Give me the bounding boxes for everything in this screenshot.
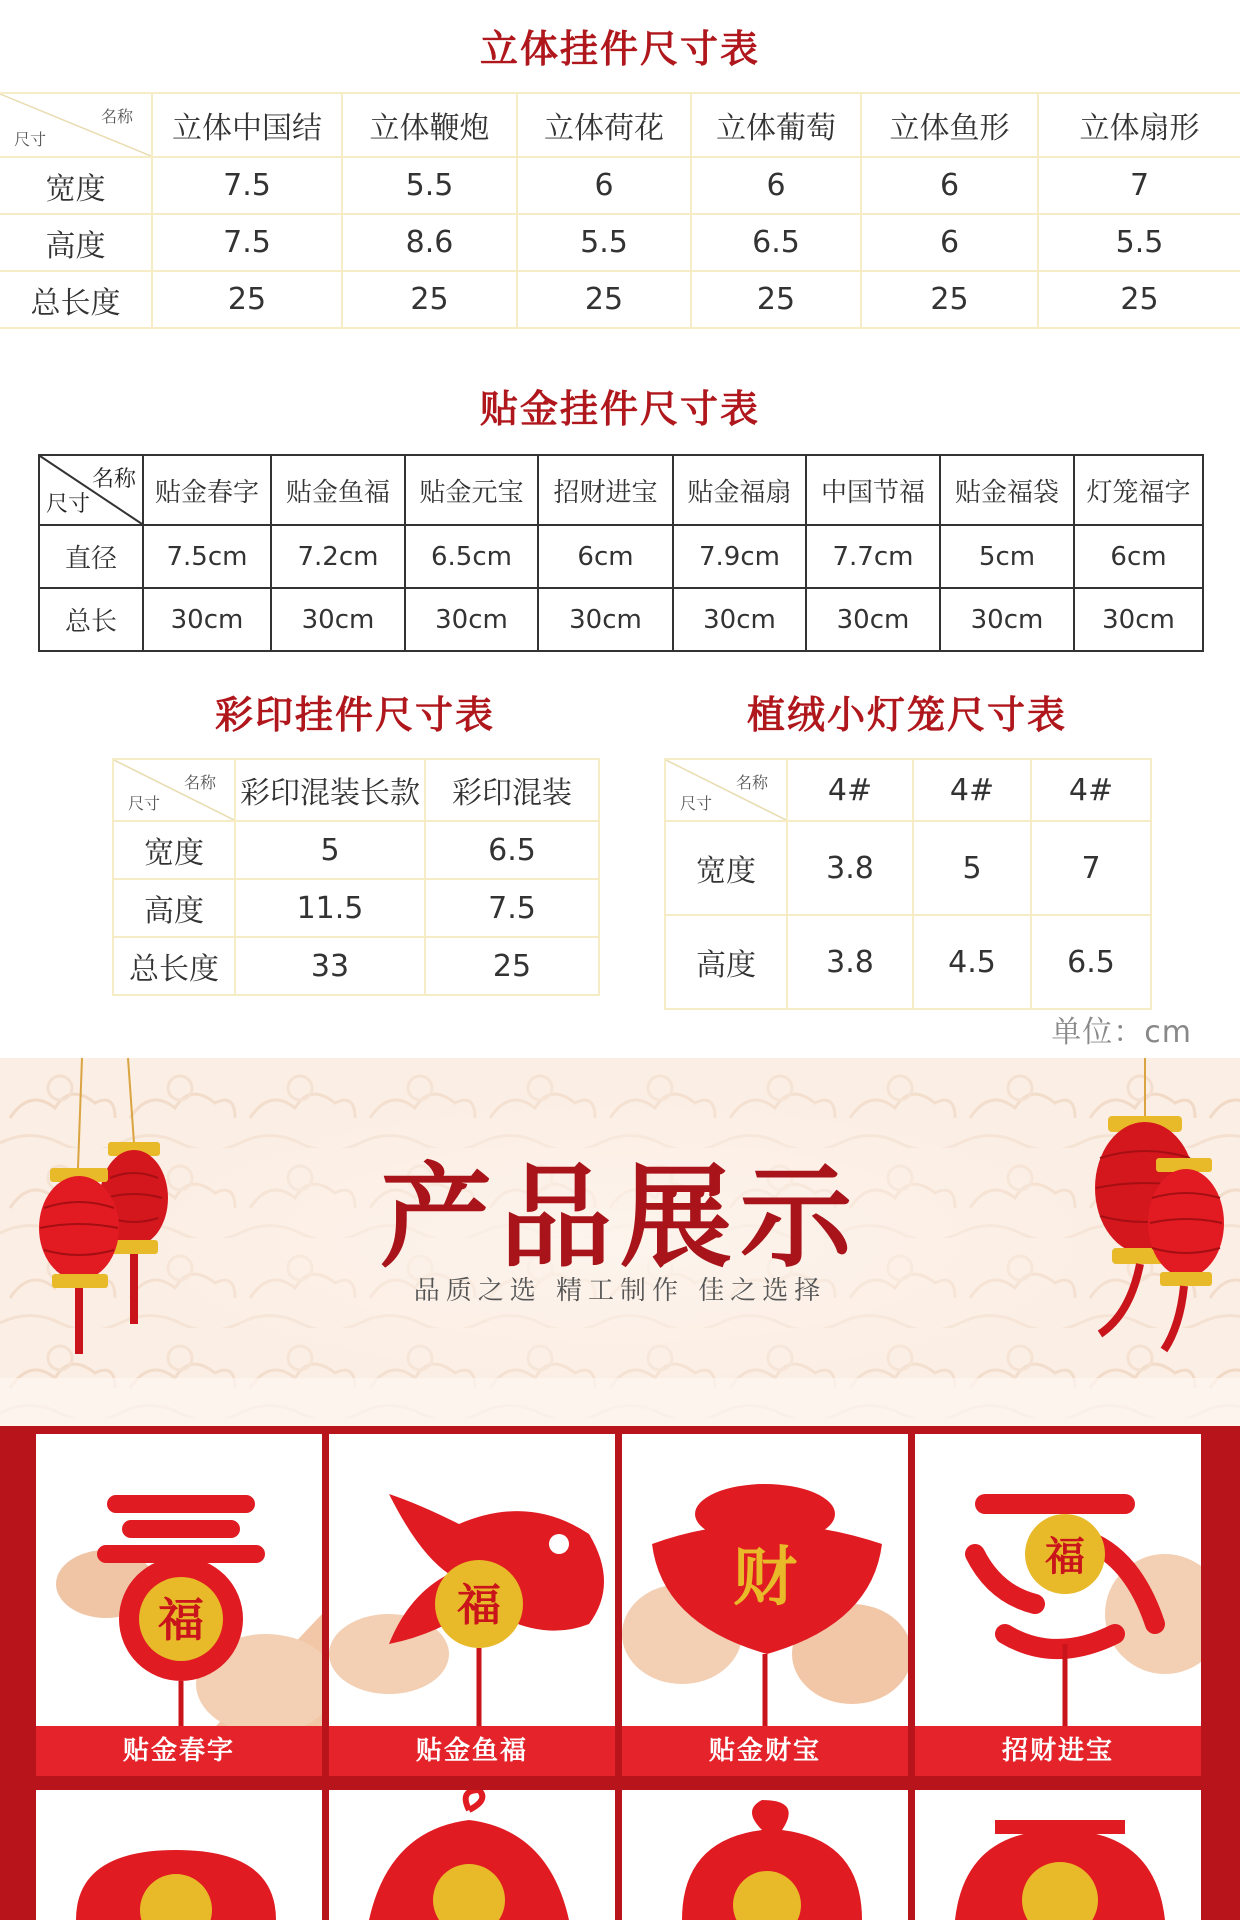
table-cell: 6.5 [425, 821, 599, 879]
unit-label: 单位：cm [1051, 1015, 1192, 1050]
row-label: 宽度 [665, 821, 787, 915]
row-label: 高度 [665, 915, 787, 1009]
table4-col-header: 4# [913, 759, 1031, 821]
table3-col-header: 彩印混装长款 [235, 759, 425, 821]
table-cell: 6.5cm [405, 525, 538, 588]
row-label: 宽度 [0, 157, 152, 214]
table2-col-header: 中国节福 [806, 455, 940, 525]
table4 [664, 758, 1152, 1010]
table1-header-row [0, 93, 1240, 157]
table-cell: 25 [1038, 271, 1240, 328]
table1 [0, 92, 1240, 329]
table-cell: 30cm [673, 588, 806, 651]
row-label: 高度 [0, 214, 152, 271]
product-char: 福 [457, 1580, 501, 1631]
fan-ornament-icon [329, 1790, 615, 1920]
table-cell: 30cm [538, 588, 673, 651]
table-cell: 30cm [1074, 588, 1203, 651]
product-char: 福 [1045, 1533, 1085, 1580]
table3-title: 彩印挂件尺寸表 [214, 692, 495, 737]
table-cell: 6.5 [1031, 915, 1151, 1009]
row-label: 高度 [113, 879, 235, 937]
table-cell: 5 [913, 821, 1031, 915]
table-cell: 8.6 [342, 214, 517, 271]
table-cell: 7.9cm [673, 525, 806, 588]
product-label: 贴金财宝 [622, 1726, 908, 1776]
table1-col-header: 立体鞭炮 [342, 93, 517, 157]
table2-col-header: 贴金元宝 [405, 455, 538, 525]
lantern-fu-ornament-icon [36, 1790, 322, 1920]
table-cell: 7 [1031, 821, 1151, 915]
table-cell: 3.8 [787, 821, 913, 915]
table2 [38, 454, 1204, 652]
table-cell: 6 [517, 157, 691, 214]
table-cell: 30cm [940, 588, 1074, 651]
table-row [0, 214, 1240, 271]
table-cell: 25 [861, 271, 1038, 328]
table2-col-header: 灯笼福字 [1074, 455, 1203, 525]
corner-name-label: 名称 [183, 773, 216, 792]
product-label: 贴金鱼福 [329, 1726, 615, 1776]
table-cell: 5 [235, 821, 425, 879]
table4-corner-cell [665, 759, 787, 821]
table-cell: 4.5 [913, 915, 1031, 1009]
table-cell: 11.5 [235, 879, 425, 937]
product-card[interactable] [622, 1434, 908, 1776]
table-cell: 25 [691, 271, 861, 328]
table1-col-header: 立体扇形 [1038, 93, 1240, 157]
row-label: 总长度 [0, 271, 152, 328]
table1-col-header: 立体荷花 [517, 93, 691, 157]
product-card[interactable] [915, 1790, 1201, 1920]
product-char: 福 [158, 1593, 204, 1647]
table-cell: 5.5 [342, 157, 517, 214]
table-cell: 7.5 [425, 879, 599, 937]
table-cell: 25 [517, 271, 691, 328]
table4-title: 植绒小灯笼尺寸表 [746, 692, 1067, 737]
knot-ornament-icon [915, 1790, 1201, 1920]
table3-header-row [113, 759, 599, 821]
table-cell: 30cm [405, 588, 538, 651]
table-row [0, 157, 1240, 214]
table-cell: 25 [342, 271, 517, 328]
table3-col-header: 彩印混装 [425, 759, 599, 821]
corner-size-label: 尺寸 [128, 794, 161, 813]
table-cell: 25 [425, 937, 599, 995]
showcase-subtitle: 品质之选 精工制作 佳之选择 [413, 1276, 827, 1306]
table2-col-header: 贴金春字 [143, 455, 271, 525]
table-row [113, 879, 599, 937]
ingot-ornament-icon [622, 1434, 908, 1726]
showcase-title: 产品展示 [380, 1152, 860, 1283]
table-row [39, 588, 1203, 651]
row-label: 总长度 [113, 937, 235, 995]
corner-size-label: 尺寸 [680, 794, 713, 813]
table2-col-header: 贴金鱼福 [271, 455, 405, 525]
table-row [113, 937, 599, 995]
table-row [665, 915, 1151, 1009]
table-cell: 7.5 [152, 157, 342, 214]
table-cell: 30cm [806, 588, 940, 651]
table2-title: 贴金挂件尺寸表 [479, 386, 760, 431]
product-grid [0, 1426, 1240, 1920]
product-card[interactable] [36, 1434, 322, 1776]
product-label: 贴金春字 [36, 1726, 322, 1776]
table-cell: 30cm [271, 588, 405, 651]
row-label: 总长 [39, 588, 143, 651]
table-cell: 6 [861, 157, 1038, 214]
product-card[interactable] [915, 1434, 1201, 1776]
table-cell: 7.7cm [806, 525, 940, 588]
table1-col-header: 立体鱼形 [861, 93, 1038, 157]
table-cell: 6 [861, 214, 1038, 271]
table-cell: 7.2cm [271, 525, 405, 588]
table1-corner-cell [0, 93, 152, 157]
table-cell: 7 [1038, 157, 1240, 214]
corner-name-label: 名称 [100, 107, 133, 126]
row-label: 直径 [39, 525, 143, 588]
corner-size-label: 尺寸 [46, 492, 91, 517]
product-card[interactable] [622, 1790, 908, 1920]
product-char: 财 [733, 1540, 797, 1615]
table-row [113, 821, 599, 879]
table-cell: 7.5 [152, 214, 342, 271]
table-cell: 7.5cm [143, 525, 271, 588]
table-cell: 3.8 [787, 915, 913, 1009]
table-cell: 33 [235, 937, 425, 995]
table-cell: 30cm [143, 588, 271, 651]
table-cell: 25 [152, 271, 342, 328]
table-cell: 6cm [538, 525, 673, 588]
table1-col-header: 立体中国结 [152, 93, 342, 157]
product-card[interactable] [329, 1434, 615, 1776]
table2-corner-cell [39, 455, 143, 525]
table3-corner-cell [113, 759, 235, 821]
table3 [112, 758, 600, 996]
table-row [39, 525, 1203, 588]
corner-name-label: 名称 [91, 467, 136, 492]
table-cell: 5.5 [1038, 214, 1240, 271]
table-cell: 5cm [940, 525, 1074, 588]
product-card[interactable] [329, 1790, 615, 1920]
table1-title: 立体挂件尺寸表 [479, 26, 760, 71]
table-cell: 6 [691, 157, 861, 214]
bag-ornament-icon [622, 1790, 908, 1920]
product-label: 招财进宝 [915, 1726, 1201, 1776]
table4-header-row [665, 759, 1151, 821]
table-cell: 6.5 [691, 214, 861, 271]
table-cell: 5.5 [517, 214, 691, 271]
table2-col-header: 招财进宝 [538, 455, 673, 525]
table2-col-header: 贴金福扇 [673, 455, 806, 525]
table-row [0, 271, 1240, 328]
table4-col-header: 4# [1031, 759, 1151, 821]
fish-ornament-icon [329, 1434, 615, 1726]
product-card[interactable] [36, 1790, 322, 1920]
table4-col-header: 4# [787, 759, 913, 821]
table2-col-header: 贴金福袋 [940, 455, 1074, 525]
treasure-ornament-icon [915, 1434, 1201, 1726]
row-label: 宽度 [113, 821, 235, 879]
table2-header-row [39, 455, 1203, 525]
table1-col-header: 立体葡萄 [691, 93, 861, 157]
corner-name-label: 名称 [735, 773, 768, 792]
table-row [665, 821, 1151, 915]
table-cell: 6cm [1074, 525, 1203, 588]
spring-character-ornament-icon [36, 1434, 322, 1726]
corner-size-label: 尺寸 [14, 130, 47, 149]
